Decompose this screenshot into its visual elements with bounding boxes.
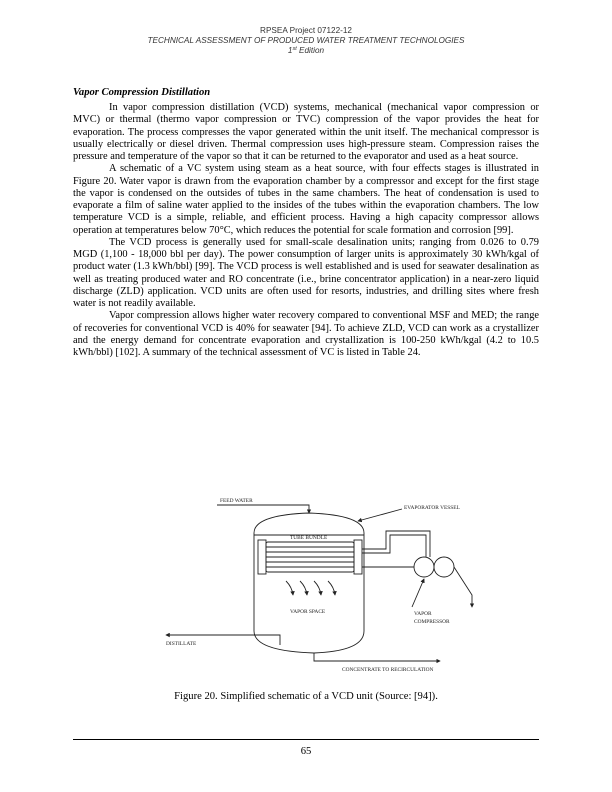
vcd-schematic-figure (162, 495, 492, 675)
section-title: Vapor Compression Distillation (73, 87, 211, 98)
distillate-pipe (182, 635, 280, 645)
vapor-suction-pipe (362, 535, 426, 557)
label-concentrate: CONCENTRATE TO RECIRCULATION (342, 667, 434, 673)
label-feed-water: FEED WATER (220, 498, 253, 504)
compressor-rotor-left (414, 557, 434, 577)
compressor-rotor-right (434, 557, 454, 577)
paragraph: The VCD process is generally used for small-scale desalination units; ranging from 0.026 to 0.79 MGD (1,100 - 18,000 bbl per day). The power consumption of larger units is approximately 30 kWh/kgal of product water (1.3 kWh/bbl) [99]. The VCD process is well established and is used for seawater desalination as well as treating produced water and RO concentrate (i.e., brine concentrator application) in a near-zero liquid discharge (ZLD) application. VCD units are often used for resorts, industries, and drilling sites where fresh water is not readily available. (73, 236, 539, 309)
footer-rule (73, 739, 539, 740)
spray-nozzle (286, 581, 293, 595)
vcd-schematic (162, 495, 492, 675)
label-tube-bundle: TUBE BUNDLE (290, 535, 328, 541)
header-edition (0, 46, 612, 55)
edition-word: Edition (296, 46, 325, 55)
label-distillate: DISTILLATE (166, 641, 197, 647)
spray-nozzle (300, 581, 307, 595)
feed-water-pipe (217, 505, 309, 513)
evaporator-pointer (358, 509, 402, 521)
figure-caption: Figure 20. Simplified schematic of a VCD unit (Source: [94]). (174, 691, 438, 702)
body-text (73, 102, 539, 359)
compressor-discharge (454, 567, 472, 607)
paragraph: A schematic of a VC system using steam as a heat source, with four effects stages is illustrated in Figure 20. Water vapor is drawn from the evaporation chamber by a compressor and except for the first stage the vapor is condensed on the outsides of tubes in the same chambers. The heat of condensation is used to evaporate a film of saline water applied to the insides of the tubes within the evaporation chambers. The low temperature VCD is a simple, reliable, and efficient process. Having a high capacity compressor allows operation at temperatures below 70°C, which reduces the potential for scale formation and corrosion [99]. (73, 163, 539, 236)
label-compressor: COMPRESSOR (414, 619, 450, 625)
spray-nozzle (328, 581, 335, 595)
paragraph: Vapor compression allows higher water recovery compared to conventional MSF and MED; the range of recoveries for conventional VCD is 40% for seawater [94]. To achieve ZLD, VCD can work as a crystallizer and the energy demand for concentrate evaporation and crystallization is 100-250 kWh/kgal (4.2 to 10.5 kWh/bbl) [102]. A summary of the technical assessment of VC is listed in Table 24. (73, 310, 539, 358)
header-title: TECHNICAL ASSESSMENT OF PRODUCED WATER TREATMENT TECHNOLOGIES (147, 36, 465, 45)
tube-sheet-right (354, 540, 362, 574)
header-project: RPSEA Project 07122-12 (260, 26, 352, 35)
label-evaporator-vessel: EVAPORATOR VESSEL (404, 505, 460, 511)
edition-number: 1 (287, 46, 293, 55)
label-vapor-space: VAPOR SPACE (290, 609, 326, 615)
paragraph: In vapor compression distillation (VCD) systems, mechanical (mechanical vapor compression or MVC) or thermal (thermo vapor compression or TVC) compression of the vapor provides the heat for evaporation. The process compresses the vapor generated within the unit itself. The mechanical compressor is usually electrically or diesel driven. Thermal compression uses high-pressure steam. Compression raises the pressure and temperature of the vapor so that it can be returned to the evaporator and used as a heat source. (73, 102, 539, 162)
label-vapor: VAPOR (414, 611, 432, 617)
tube-sheet-left (258, 540, 266, 574)
spray-nozzle (314, 581, 321, 595)
evaporator-vessel (254, 513, 364, 653)
edition-suffix: st (292, 46, 297, 52)
vapor-compressor-pointer (412, 579, 424, 607)
concentrate-pipe (314, 653, 440, 661)
page-number: 65 (300, 746, 312, 757)
